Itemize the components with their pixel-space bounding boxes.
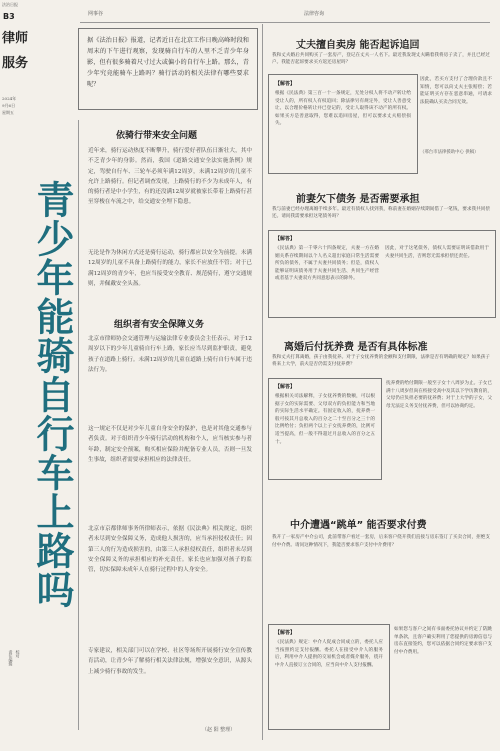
- qa-answer-4b: 如果您与客户之间有书面委托协议并约定了防跳单条款，且客户确实利用了您提供的房源信息与房东直接签约，您可以依据合同约定要求客户支付中介费用。: [394, 627, 492, 655]
- qa-question-3: 我和丈夫打算离婚，孩子由我抚养。对于子女抚养费的金额和支付期限，法律是否有明确的规定？如果孩子将来上大学，前夫是否仍需支付抚养费？: [272, 355, 490, 367]
- issue-weekday: 星期五: [2, 110, 14, 115]
- qa-item-2: [268, 184, 494, 324]
- intro-box: [78, 28, 258, 110]
- section-name-2: 服务: [2, 56, 29, 71]
- qa-answer-4: 《民法典》规定：中介人促成合同成立的，委托人应当按照约定支付报酬。委托人在接受中介人的服务后，利用中介人提供的交易机会或者媒介服务，绕开中介人直接订立合同的，应当向中介人支付报酬。: [275, 640, 383, 668]
- qa-answer-3: 根据相关司法解释，子女抚养费的数额，可以根据子女的实际需要、父母双方的负担能力和当地的实际生活水平确定。有固定收入的，抚养费一般可按其月总收入的百分之二十至百分之三十的比例给付；负担两个以上子女抚养费的，比例可适当提高，但一般不得超过月总收入的百分之五十。: [275, 394, 375, 445]
- left-article: [84, 120, 256, 740]
- left-paragraph-6: 专家建议，相关部门可以在学校、社区等场所开展骑行安全宣传教育活动，让青少年了解骑行相关法律法规，增强安全意识，从源头上减少骑行事故的发生。: [88, 648, 252, 675]
- qa-answer-box-2: [268, 230, 496, 318]
- qa-item-3: [268, 332, 494, 482]
- paper-name: 法治日报: [2, 2, 18, 7]
- center-rule: [262, 24, 263, 740]
- left-paragraph-2: 无论是作为休闲方式还是骑行运动，骑行都应以安全为前提。未满12周岁的儿童不具备上路骑行的能力，家长不应放任不管；对于已满12周岁的青少年，也应当接受安全教育、规范骑行，遵守交通规则，并佩戴安全头盔。: [88, 250, 252, 287]
- qa-question-1: 我和丈夫婚后共同购买了一套房产，登记在丈夫一人名下。最近我发现丈夫瞒着我将房子卖了，并且已经过户。我能否起诉要求买方返还房屋吗？: [272, 53, 490, 65]
- section-name-1: 律师: [2, 31, 29, 46]
- footer-proof: 校对: [15, 650, 21, 658]
- qa-title-3: 离婚后付抚养费 是否有具体标准: [284, 342, 428, 353]
- issue-date: 9月6日: [2, 103, 16, 108]
- subheading-organizer: 组织者有安全保障义务: [114, 320, 205, 330]
- qa-item-1: [268, 26, 494, 176]
- page-number: B3: [3, 12, 15, 21]
- qa-title-1: 丈夫擅自卖房 能否起诉追回: [296, 40, 420, 51]
- qa-title-4: 中介遭遇“跳单” 能否要求付费: [290, 520, 427, 531]
- qa-answer-box-3: [268, 378, 382, 480]
- qa-answer-1: 根据《民法典》第三百一十一条规定，无处分权人将不动产转让给受让人的，所有权人有权追回；除法律另有规定外，受让人善意受让、以合理价格转让并已登记的，受让人取得该不动产的所有权。如果买方是善意取得，您难以追回房屋，但可以要求丈夫赔偿损失。: [275, 91, 411, 127]
- qa-answer-1b: 因此，若买方支付了合理价款且不知情，您可以向丈夫主张赔偿；若能证明买方存在恶意串通，可请求法院确认买卖合同无效。: [420, 77, 492, 105]
- left-paragraph-5: 北京市京都律师事务所律师表示，依据《民法典》相关规定，组织者未尽到安全保障义务，造成他人损害的，应当承担侵权责任；因第三人的行为造成损害的，由第三人承担侵权责任，组织者未尽到安全保障义务的承担相应的补充责任。家长也应加强对孩子的监管，切实保障未成年人在骑行过程中的人身安全。: [88, 526, 252, 574]
- qa-answer-3b: 抚养费的给付期限一般至子女十八周岁为止。子女已满十八周岁但尚在校接受高中及其以下学历教育的，父母仍应负担必要的抚养费；对于上大学的子女，父母无法定义务支付抚养费，但可以协商约定。: [386, 381, 492, 409]
- qa-answer-box-4: [268, 624, 390, 730]
- qa-answer-box-1: [268, 74, 418, 174]
- top-rule: [80, 22, 490, 23]
- left-paragraph-3: 北京市律师协会交通管理与运输法律专业委员会主任表示，对于12周岁以下的少年儿童骑自行车上路，家长应当尽到监护职责，避免孩子在道路上骑行。未满12周岁的儿童在道路上骑行自行车属于违法行为。: [88, 336, 252, 373]
- vertical-rule: [78, 120, 79, 730]
- qa-item-4: [268, 490, 494, 740]
- answer-tag-4: 【解答】: [275, 630, 296, 636]
- footer-editor: 责任编辑: [8, 650, 14, 666]
- left-byline: （赵 阳 整理）: [202, 727, 236, 733]
- answer-tag-3: 【解答】: [275, 384, 296, 390]
- intro-text: 据《法治日报》报道，记者近日在北京工作日晚高峰时段和周末的下午进行观察，发现骑自行车的人里不乏青少年身影，但有很多骑着尺寸过大或偏小的自行车上路。那么，青少年究竟能骑车上路吗？骑行活动的相关法律有哪些要求呢？: [87, 37, 249, 88]
- subheading-safety: 依骑行带来安全问题: [116, 131, 198, 141]
- main-headline: 青少年能骑自行车上路吗: [30, 180, 74, 609]
- answer-tag-1: 【解答】: [275, 81, 296, 87]
- qa-answer-2: 《民法典》第一千零六十四条规定，夫妻一方在婚姻关系存续期间以个人名义超出家庭日常生活需要所负的债务，不属于夫妻共同债务；但是，债权人能够证明该债务用于夫妻共同生活、共同生产经营或者基于夫妻双方共同意思表示的除外。: [275, 246, 379, 282]
- qa-source-1: （邢台市法律援助中心 供稿）: [420, 150, 479, 155]
- left-paragraph-4: 这一规定不仅是对少年儿童自身安全的保护，也是对其他交通参与者负责。对于组织青少年骑行活动的机构和个人，应当核实参与者年龄，制定安全预案，购买相应保险并配备专业人员，否则一旦发生事故，组织者需要承担相应的法律责任。: [88, 426, 252, 463]
- issue-year: 2024年: [2, 96, 17, 101]
- qa-question-2: 我与前妻已经办理离婚手续多年。最近有债权人找到我，称前妻在婚姻存续期间借了一笔钱，要求我共同偿还。请问我需要承担这笔债务吗？: [272, 207, 490, 219]
- qa-question-4: 我开了一家房产中介公司，此前带客户看过一套房，后来客户绕开我们直接与房东签订了买卖合同，拒绝支付中介费。请问这种情况下，我能否要求客户支付中介费用？: [272, 535, 490, 548]
- answer-tag-2: 【解答】: [275, 236, 296, 242]
- masthead: [0, 0, 29, 120]
- column-label-left: 网事谷: [88, 11, 104, 17]
- left-paragraph-1: 近年来，骑行运动热度不断攀升，骑行爱好者队伍日渐壮大，其中不乏青少年的身影。然而，我国《道路交通安全法实施条例》规定，驾驶自行车、三轮车必须年满12周岁，未满12周岁的儿童不允许上路骑行。但记者调查发现，上路骑行的不少为未成年人，有的骑行者是中小学生，有的还没满12周岁就被家长带着上路骑行甚至穿梭在车流之中，给交通安全埋下隐患。: [88, 148, 252, 206]
- column-label-right: 法律咨询: [304, 11, 325, 17]
- qa-title-2: 前妻欠下债务 是否需要承担: [296, 194, 420, 205]
- qa-answer-2b: 因此，对于这笔债务，债权人需要证明该借款用于夫妻共同生活，否则您无需承担偿还责任。: [385, 246, 489, 259]
